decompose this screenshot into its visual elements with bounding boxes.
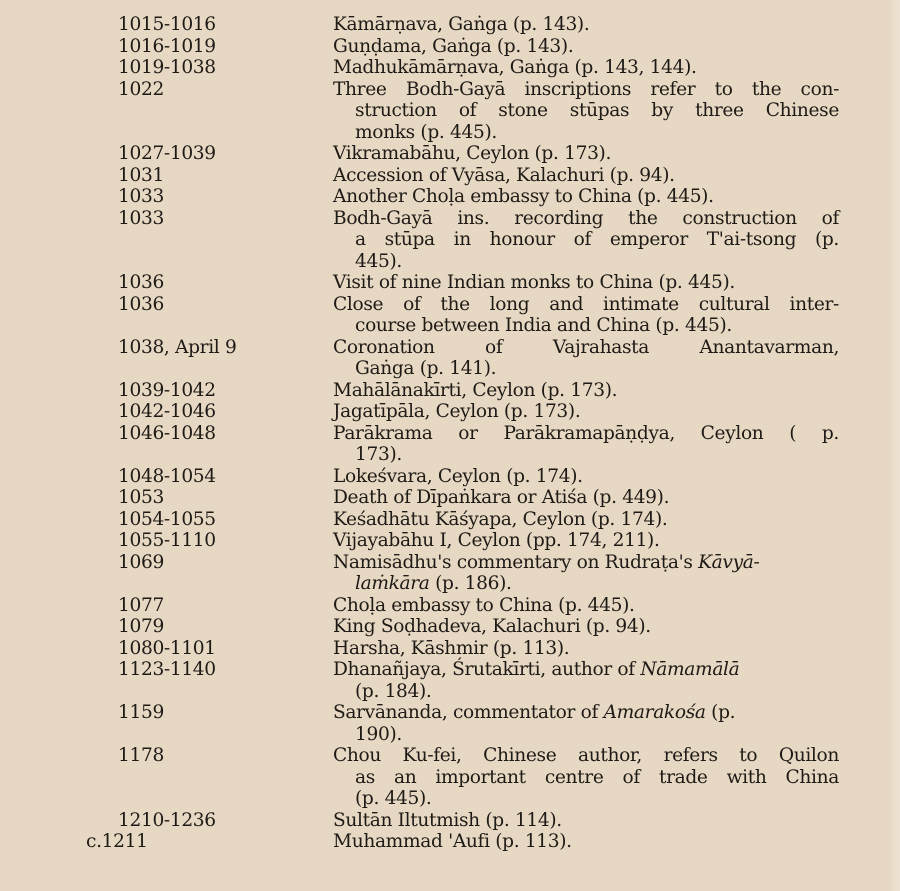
entry-date: 1036: [118, 293, 164, 315]
entry-date: 1159: [118, 702, 164, 723]
entry-date: c.1211: [86, 831, 148, 852]
entry-text: Madhukāmārṇava, Gaṅga (p. 143, 144).: [333, 57, 697, 78]
entry-date: 1027-1039: [118, 143, 216, 164]
entry-1031: [0, 165, 900, 187]
entry-1053: [0, 487, 900, 509]
entry-text: Another Choḷa embassy to China (p. 445).: [333, 186, 714, 207]
entry-text: Vijayabāhu I, Ceylon (pp. 174, 211).: [333, 530, 660, 551]
entry-text: Guṇḍama, Gaṅga (p. 143).: [333, 35, 574, 57]
entry-date: 1042-1046: [118, 401, 216, 422]
entry-1159: [0, 702, 900, 745]
entry-text: [333, 702, 839, 724]
entry-text-cont: [333, 573, 839, 595]
entry-1022: [0, 79, 900, 144]
entry-text: Muhammad 'Aufi (p. 113).: [333, 831, 572, 852]
entry-text: Lokeśvara, Ceylon (p. 174).: [333, 465, 583, 487]
entry-1039: [0, 380, 900, 402]
entry-text-part: Dhanañjaya, Śrutakīrti, author of: [333, 659, 641, 680]
entry-1027: [0, 143, 900, 165]
entry-text: [333, 659, 839, 681]
entry-text: Harsha, Kāshmir (p. 113).: [333, 637, 570, 659]
entry-date: 1079: [118, 616, 164, 637]
entry-date: 1178: [118, 745, 164, 766]
entry-1178: [0, 745, 900, 810]
entry-text: Bodh-Gayā ins. recording the construction of: [333, 207, 839, 229]
entry-1046: [0, 423, 900, 466]
entry-date: 1016-1019: [118, 35, 216, 57]
entry-1019: [0, 57, 900, 79]
entry-date: 1033: [118, 207, 164, 229]
entry-1210: [0, 810, 900, 832]
entry-text-italic: Amarakośa: [603, 702, 706, 723]
entry-text: Jagatīpāla, Ceylon (p. 173).: [333, 401, 581, 422]
entry-text: Sultān Iltutmish (p. 114).: [333, 809, 562, 831]
entry-1079: [0, 616, 900, 638]
entry-1054: [0, 509, 900, 531]
entry-date: 1080-1101: [118, 637, 216, 659]
entry-1042: [0, 401, 900, 423]
entry-1123: [0, 659, 900, 702]
entry-text-cont: course between India and China (p. 445).: [355, 315, 732, 336]
entry-text: Kāmārṇava, Gaṅga (p. 143).: [333, 14, 590, 35]
entry-text-part: (p.: [705, 702, 736, 723]
entry-text: [333, 552, 839, 574]
entry-date: 1055-1110: [118, 530, 216, 551]
entry-date: 1031: [118, 164, 164, 186]
entry-text: Death of Dīpaṅkara or Atiśa (p. 449).: [333, 487, 670, 508]
entry-date: 1036: [118, 272, 164, 293]
entry-date: 1022: [118, 78, 164, 100]
entry-text-cont: Gaṅga (p. 141).: [355, 358, 497, 379]
entry-1077: [0, 595, 900, 617]
entry-date: 1210-1236: [118, 809, 216, 831]
entry-text: Vikramabāhu, Ceylon (p. 173).: [333, 143, 612, 164]
entry-1048: [0, 466, 900, 488]
chronology-list: [0, 14, 900, 853]
entry-text: Keśadhātu Kāśyapa, Ceylon (p. 174).: [333, 508, 668, 530]
entry-date: 1015-1016: [118, 14, 216, 35]
entry-1055: [0, 530, 900, 552]
entry-text-cont: (p. 445).: [355, 788, 432, 809]
entry-text: Chou Ku-fei, Chinese author, refers to Quilon: [333, 745, 839, 766]
entry-text-cont: 190).: [355, 723, 402, 745]
entry-1016: [0, 36, 900, 58]
entry-text: Accession of Vyāsa, Kalachuri (p. 94).: [333, 164, 675, 186]
entry-text-cont: (p. 184).: [355, 680, 432, 702]
entry-date: 1054-1055: [118, 508, 216, 530]
entry-text-cont: monks (p. 445).: [355, 121, 497, 143]
entry-date: 1038, April 9: [118, 336, 237, 358]
entry-text-cont: struction of stone stūpas by three Chinese: [355, 100, 839, 121]
entry-date: 1019-1038: [118, 57, 216, 78]
entry-text: Choḷa embassy to China (p. 445).: [333, 594, 635, 616]
entry-text-italic: laṁkāra: [355, 573, 430, 594]
entry-text: King Soḍhadeva, Kalachuri (p. 94).: [333, 616, 651, 637]
entry-1015: [0, 14, 900, 36]
entry-date: 1048-1054: [118, 465, 216, 487]
entry-1211: [0, 831, 900, 853]
entry-1038: [0, 337, 900, 380]
entry-text: Mahālānakīrti, Ceylon (p. 173).: [333, 379, 618, 401]
entry-date: 1069: [118, 551, 164, 573]
entry-1036b: [0, 294, 900, 337]
entry-text-italic: Kāvyā-: [698, 551, 760, 573]
entry-text-part: Sarvānanda, commentator of: [333, 702, 604, 723]
entry-1069: [0, 552, 900, 595]
entry-text: Parākrama or Parākramapāṇḍya, Ceylon ( p.: [333, 422, 839, 444]
entry-date: 1077: [118, 594, 164, 616]
entry-text: Three Bodh-Gayā inscriptions refer to the con-: [333, 78, 839, 100]
entry-text-part: Namisādhu's commentary on Rudraṭa's: [333, 551, 699, 573]
entry-date: 1053: [118, 487, 164, 508]
entry-text-cont: 173).: [355, 444, 402, 465]
entry-text: Close of the long and intimate cultural inter-: [333, 293, 839, 315]
entry-1033b: [0, 208, 900, 273]
entry-text-part: (p. 186).: [429, 573, 512, 594]
entry-text-cont: a stūpa in honour of emperor T'ai-tsong (p.: [355, 229, 839, 250]
entry-1033a: [0, 186, 900, 208]
entry-text: Visit of nine Indian monks to China (p. 445).: [333, 272, 735, 293]
entry-date: 1039-1042: [118, 379, 216, 401]
entry-text-cont: as an important centre of trade with China: [355, 766, 839, 788]
entry-date: 1033: [118, 186, 164, 207]
entry-text-italic: Nāmamālā: [640, 659, 740, 680]
entry-1036a: [0, 272, 900, 294]
entry-text: Coronation of Vajrahasta Anantavarman,: [333, 336, 839, 358]
entry-date: 1123-1140: [118, 659, 216, 680]
entry-1080: [0, 638, 900, 660]
entry-date: 1046-1048: [118, 422, 216, 444]
entry-text-cont: 445).: [355, 250, 402, 272]
